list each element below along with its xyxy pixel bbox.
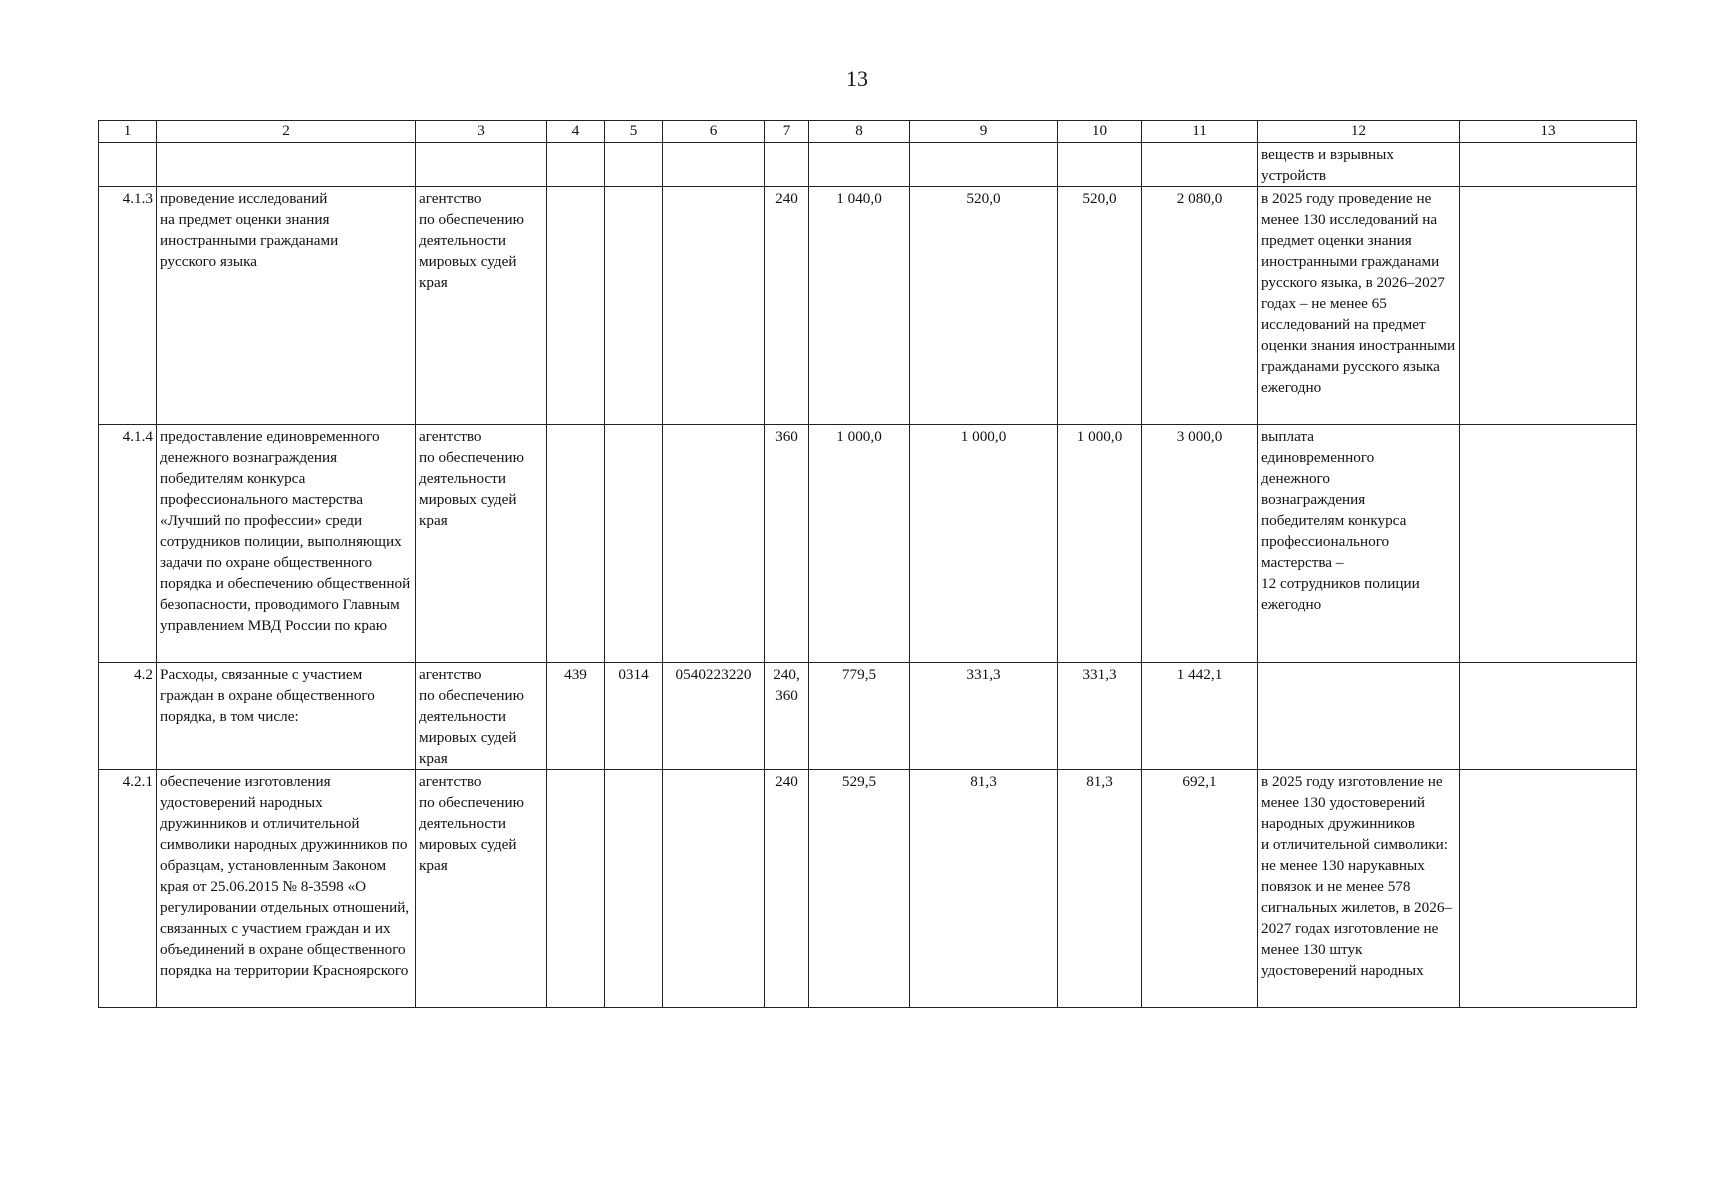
activity-name: Расходы, связанные с участием граждан в охране общественного порядка, в том числе:: [157, 663, 416, 770]
header-cell: 11: [1142, 121, 1258, 143]
expected-result: [1258, 663, 1460, 770]
amount-2025: 1 040,0: [809, 187, 910, 425]
amount-2027: 331,3: [1058, 663, 1142, 770]
header-cell: 4: [547, 121, 605, 143]
amount-2026: 331,3: [910, 663, 1058, 770]
activity-name: обеспечение изготовления удостоверений народных дружинников и отличительной символики народных дружинников по образцам, установленным Законом края от 25.06.2015 № 8-3598 «О регулировании отдельных отношений, связанных с участием граждан и их объединений в охране общественного порядка на территории Красноярского: [157, 770, 416, 1008]
row-code: 4.2.1: [99, 770, 157, 1008]
amount-2026: 81,3: [910, 770, 1058, 1008]
expected-result: выплата единовременного денежного вознаграждения победителям конкурса профессионального мастерства – 12 сотрудников полиции ежегодно: [1258, 425, 1460, 663]
executor: агентство по обеспечению деятельности мировых судей края: [416, 663, 547, 770]
header-cell: 6: [663, 121, 765, 143]
amount-2026: 520,0: [910, 187, 1058, 425]
header-cell: 9: [910, 121, 1058, 143]
grbs-code: [547, 425, 605, 663]
table-row: [99, 663, 1637, 770]
grbs-code: [547, 770, 605, 1008]
vr-code: 240, 360: [765, 663, 809, 770]
amount-2025: 529,5: [809, 770, 910, 1008]
amount-total: 692,1: [1142, 770, 1258, 1008]
activity-name: предоставление единовременного денежного вознаграждения победителям конкурса профессионального мастерства «Лучший по профессии» среди сотрудников полиции, выполняющих задачи по охране общественного порядка и обеспечению общественной безопасности, проводимого Главным управлением МВД России по краю: [157, 425, 416, 663]
row-code: 4.1.3: [99, 187, 157, 425]
rzpr-code: [605, 425, 663, 663]
amount-2027: 81,3: [1058, 770, 1142, 1008]
header-cell: 8: [809, 121, 910, 143]
table-header-row: [99, 121, 1637, 143]
amount-2025: 779,5: [809, 663, 910, 770]
header-cell: 7: [765, 121, 809, 143]
csr-code: [663, 425, 765, 663]
header-cell: 10: [1058, 121, 1142, 143]
amount-2026: 1 000,0: [910, 425, 1058, 663]
column-13-cell: [1460, 663, 1637, 770]
expected-result: в 2025 году изготовление не менее 130 удостоверений народных дружинников и отличительной символики: не менее 130 нарукавных повязок и не менее 578 сигнальных жилетов, в 2026–2027 годах изготовление не менее 130 штук удостоверений народных: [1258, 770, 1460, 1008]
row-code: 4.1.4: [99, 425, 157, 663]
table-row: [99, 187, 1637, 425]
amount-2027: 520,0: [1058, 187, 1142, 425]
grbs-code: 439: [547, 663, 605, 770]
vr-code: 240: [765, 770, 809, 1008]
table-row: [99, 425, 1637, 663]
amount-2027: 1 000,0: [1058, 425, 1142, 663]
column-13-cell: [1460, 770, 1637, 1008]
expected-result: в 2025 году проведение не менее 130 исследований на предмет оценки знания иностранными гражданами русского языка, в 2026–2027 годах – не менее 65 исследований на предмет оценки знания иностранными гражданами русского языка ежегодно: [1258, 187, 1460, 425]
activity-name: проведение исследований на предмет оценки знания иностранными гражданами русского языка: [157, 187, 416, 425]
header-cell: 12: [1258, 121, 1460, 143]
header-cell: 3: [416, 121, 547, 143]
header-cell: 1: [99, 121, 157, 143]
header-cell: 5: [605, 121, 663, 143]
table-row: [99, 770, 1637, 1008]
rzpr-code: 0314: [605, 663, 663, 770]
vr-code: 240: [765, 187, 809, 425]
row-code: 4.2: [99, 663, 157, 770]
csr-code: 0540223220: [663, 663, 765, 770]
amount-total: 2 080,0: [1142, 187, 1258, 425]
program-activities-table: [98, 120, 1637, 1008]
table-row-continuation: [99, 143, 1637, 187]
csr-code: [663, 187, 765, 425]
executor: агентство по обеспечению деятельности мировых судей края: [416, 770, 547, 1008]
rzpr-code: [605, 187, 663, 425]
vr-code: 360: [765, 425, 809, 663]
csr-code: [663, 770, 765, 1008]
executor: агентство по обеспечению деятельности мировых судей края: [416, 187, 547, 425]
rzpr-code: [605, 770, 663, 1008]
page-number: 13: [846, 66, 868, 91]
grbs-code: [547, 187, 605, 425]
expected-result-cell: веществ и взрывных устройств: [1258, 143, 1460, 187]
header-cell: 13: [1460, 121, 1637, 143]
header-cell: 2: [157, 121, 416, 143]
column-13-cell: [1460, 187, 1637, 425]
executor: агентство по обеспечению деятельности мировых судей края: [416, 425, 547, 663]
amount-total: 3 000,0: [1142, 425, 1258, 663]
amount-total: 1 442,1: [1142, 663, 1258, 770]
amount-2025: 1 000,0: [809, 425, 910, 663]
column-13-cell: [1460, 425, 1637, 663]
